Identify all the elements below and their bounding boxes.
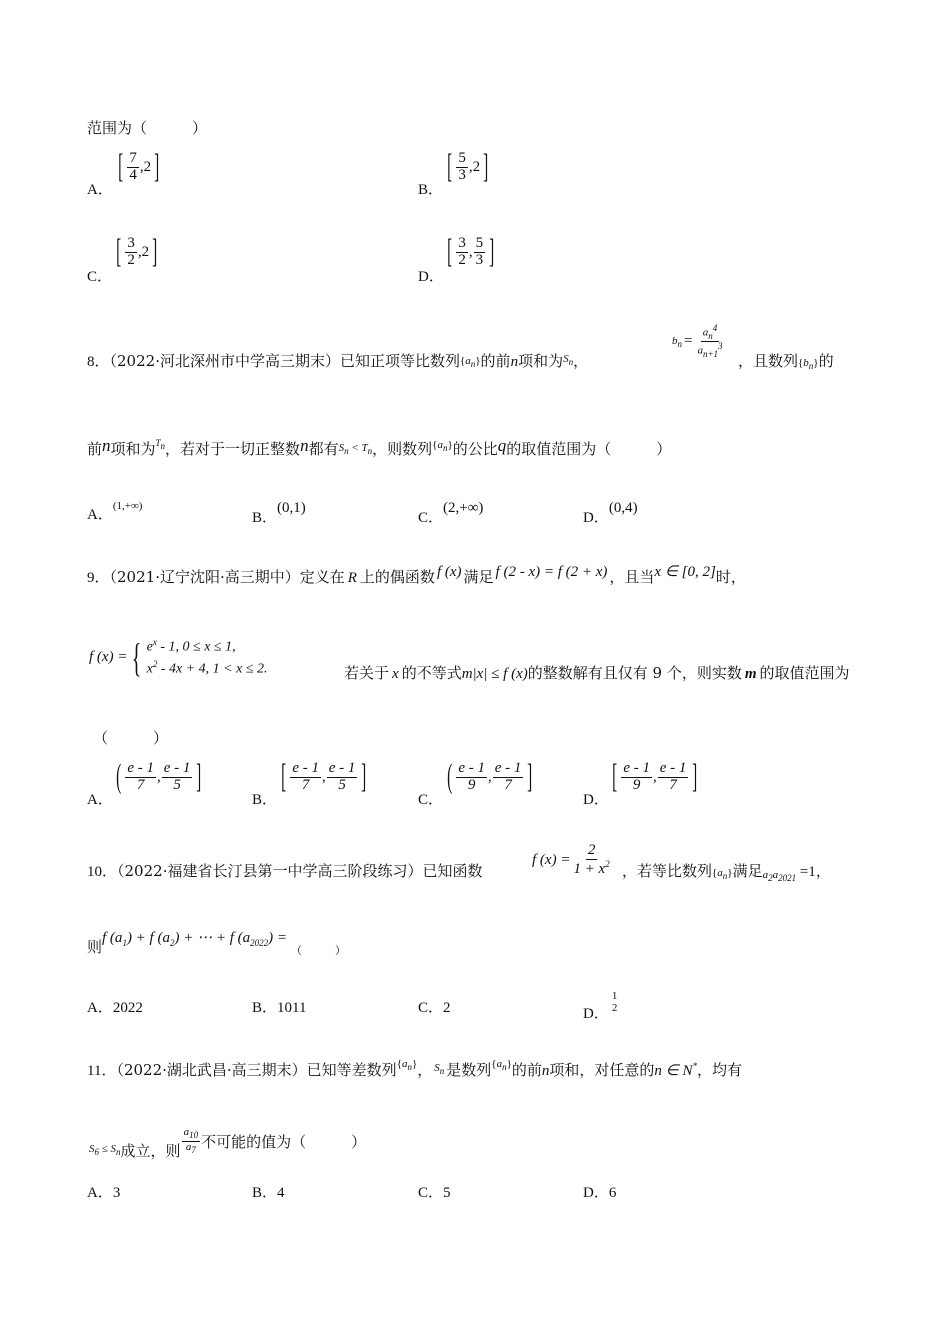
- q9-paren: （ ）: [93, 729, 169, 747]
- q8-option-d: D．(0,4): [583, 500, 638, 526]
- fraction: $\frac{5}{3}$: [475, 234, 484, 268]
- q8-option-c: C．(2,+∞): [418, 500, 484, 526]
- option-label: B．: [418, 182, 444, 198]
- q8-line-2: 前n项和为$^{T_n}$，若对于一切正整数n都有$^{S_n < T_n}$，则数列$^{\{a_n\}}$的公比q的取值范围为（ ）: [87, 436, 672, 458]
- question-number: 9．: [87, 570, 110, 586]
- q10-line-1: 10．（2022·福建省长汀县第一中学高三阶段练习）已知函数: [87, 862, 483, 880]
- q11-line-2: $S_6 \le S_n$ 成立，则 $\frac{a_{10}}{a_7}$ 不可能的值为（ ）: [89, 1126, 367, 1160]
- q10-line-2: 则f $(a_1) + f$ $(a_2)$ + ⋯ + f $(a_{2022}) =_{( )}$: [87, 930, 346, 957]
- left-bracket: [: [447, 233, 453, 270]
- q8-option-a: A．$^{(1,+\infty)}$: [87, 500, 143, 523]
- q10-option-b: B．1011: [252, 1000, 307, 1016]
- fraction: $\frac{5}{3}$: [458, 149, 466, 183]
- q11-option-b: B．4: [252, 1185, 285, 1201]
- q8-bn-formula: $b_n$ = $\frac{a_n^4}{a_{n+1}^3}$: [672, 323, 723, 360]
- right-bracket: ]: [489, 233, 495, 270]
- question-source: （2022·湖北武昌·高三期末）: [116, 1061, 307, 1079]
- question-source: （2022·河北深州市中学高三期末）: [109, 352, 340, 370]
- left-bracket: [: [116, 233, 122, 270]
- question-number: 10．: [87, 864, 118, 880]
- option-value: ,2: [137, 243, 150, 260]
- q11-option-a: A．3: [87, 1185, 121, 1201]
- q8-line-1-tail: ，且数列$\{b_n\}$的: [738, 352, 834, 372]
- fraction: $\frac{3}{2}$: [458, 234, 466, 268]
- q11-option-d: D．6: [583, 1185, 617, 1201]
- q9-line-1: 9．（2021·辽宁沈阳·高三期中）定义在 R 上的偶函数 f (x) 满足 f (2 - x) = f (2 + x) ，且当x ∈ [0, 2]时，: [87, 564, 746, 586]
- right-bracket: ]: [154, 148, 160, 185]
- left-bracket: [: [118, 148, 124, 185]
- right-bracket: ]: [152, 233, 158, 270]
- q8-line-1: 8．（2022·河北深州市中学高三期末）已知正项等比数列$\{a_n\}$的前n项和为$^{S_n}$，: [87, 352, 589, 370]
- fraction: $\frac{7}{4}$: [129, 149, 137, 183]
- question-source: （2021·辽宁沈阳·高三期中）: [109, 568, 300, 586]
- question-source: （2022·福建省长汀县第一中学高三阶段练习）: [117, 862, 423, 880]
- q7-tail: 范围为（ ）: [87, 119, 208, 137]
- q10-line-1-tail: ，若等比数列$\{a_n\}$满足$a_2a_{2021} =1$，: [622, 862, 831, 884]
- q9-line-2: 若关于 x 的不等式m|x| ≤ f (x)的整数解有且仅有 9 个，则实数 m 的取值范围为: [344, 664, 850, 682]
- q10-function: f (x) = $\frac{2}{1 + x^2}$: [532, 842, 610, 877]
- option-value: ,2: [139, 158, 152, 175]
- option-label: C．: [87, 269, 113, 285]
- q8-option-b: B．(0,1): [252, 500, 306, 526]
- q11-option-c: C．5: [418, 1185, 451, 1201]
- right-bracket: ]: [483, 148, 489, 185]
- fraction: $\frac{3}{2}$: [127, 234, 135, 268]
- q10-option-a: A．2022: [87, 1000, 143, 1016]
- option-value: ,2: [468, 158, 481, 175]
- question-number: 11．: [87, 1063, 117, 1079]
- option-label: D．: [418, 269, 444, 285]
- q9-piecewise: f (x) = { $e^x - 1$, 0 ≤ x ≤ 1, $x^2 - 4x + 4$, 1 < x ≤ 2.: [89, 634, 268, 680]
- q11-line-1: 11．（2022·湖北武昌·高三期末）已知等差数列$^{\{a_n\}}$， $^{S_n}$ 是数列$^{\{a_n\}}$的前n项和，对任意的n ∈ N*，均有: [87, 1058, 742, 1079]
- left-bracket: [: [447, 148, 453, 185]
- option-label: A．: [87, 182, 113, 198]
- q10-option-d: D． 1 2: [583, 989, 618, 1022]
- q10-option-c: C．2: [418, 1000, 451, 1016]
- question-number: 8．: [87, 354, 110, 370]
